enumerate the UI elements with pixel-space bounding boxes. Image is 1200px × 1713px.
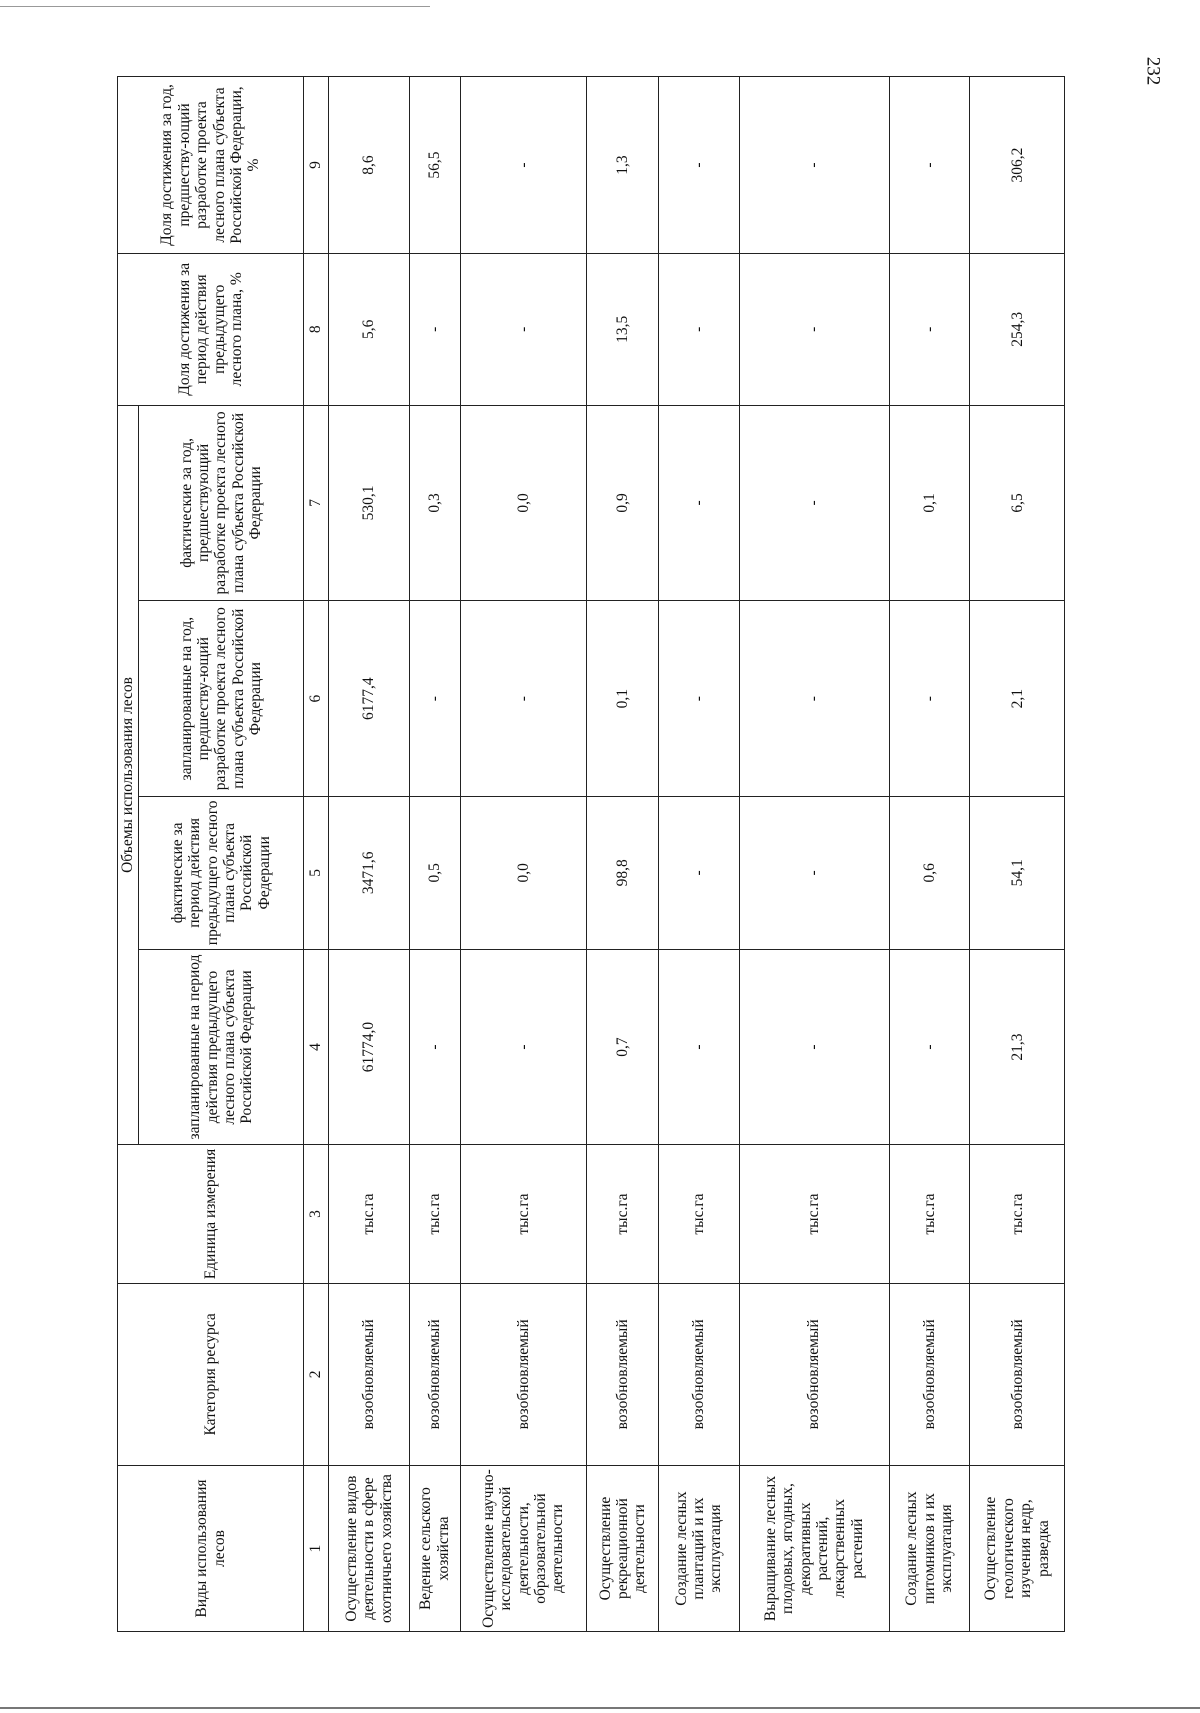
column-number: 4	[304, 949, 329, 1145]
header-actual-year: фактические за год, предшествующий разработке проекта лесного плана субъекта Российской Федерации	[139, 405, 304, 601]
header-resource-category: Категория ресурса	[118, 1283, 304, 1465]
cell-unit: тыс.га	[739, 1145, 889, 1283]
cell-category: возобновляемый	[889, 1283, 970, 1465]
header-unit: Единица измерения	[118, 1145, 304, 1283]
cell-actual-period: 54,1	[970, 797, 1065, 950]
cell-actual-period: 0,5	[409, 797, 460, 950]
cell-planned-period: 61774,0	[329, 949, 410, 1145]
cell-planned-year: 6177,4	[329, 601, 410, 797]
header-share-period: Доля достижения за период действия предыдущего лесного плана, %	[118, 254, 304, 406]
cell-actual-year: 6,5	[970, 405, 1065, 601]
column-number: 1	[304, 1466, 329, 1632]
cell-category: возобновляемый	[329, 1283, 410, 1465]
cell-share-year: -	[460, 77, 587, 254]
cell-share-period: 13,5	[587, 254, 659, 406]
column-number: 3	[304, 1145, 329, 1283]
cell-unit: тыс.га	[658, 1145, 739, 1283]
cell-share-period: -	[460, 254, 587, 406]
cell-use-type: Выращивание лесных плодовых, ягодных, декоративных растений, лекарственных растений	[739, 1466, 889, 1632]
page-number: 232	[1141, 56, 1163, 86]
cell-category: возобновляемый	[460, 1283, 587, 1465]
table-row	[889, 77, 970, 1632]
cell-share-year: 306,2	[970, 77, 1065, 254]
cell-actual-period: 98,8	[587, 797, 659, 950]
cell-share-period: 254,3	[970, 254, 1065, 406]
header-use-type: Виды использования лесов	[118, 1466, 304, 1632]
cell-planned-year: -	[889, 601, 970, 797]
cell-planned-period: 21,3	[970, 949, 1065, 1145]
column-number: 9	[304, 77, 329, 254]
cell-planned-period: -	[889, 949, 970, 1145]
cell-use-type: Осуществление рекреационной деятельности	[587, 1466, 659, 1632]
cell-planned-year: -	[409, 601, 460, 797]
column-numbers-row	[304, 77, 329, 1632]
header-actual-period: фактические за период действия предыдущего лесного плана субъекта Российской Федерации	[139, 797, 304, 950]
cell-actual-period: -	[658, 797, 739, 950]
cell-share-period: 5,6	[329, 254, 410, 406]
cell-share-period: -	[658, 254, 739, 406]
cell-planned-period: -	[739, 949, 889, 1145]
cell-use-type: Осуществление научно-исследовательской деятельности, образовательной деятельности	[460, 1466, 587, 1632]
column-number: 5	[304, 797, 329, 950]
cell-use-type: Ведение сельского хозяйства	[409, 1466, 460, 1632]
column-number: 8	[304, 254, 329, 406]
table-row	[739, 77, 889, 1632]
cell-actual-year: -	[739, 405, 889, 601]
table-row	[409, 77, 460, 1632]
column-number: 2	[304, 1283, 329, 1465]
cell-share-year: 8,6	[329, 77, 410, 254]
cell-planned-period: -	[409, 949, 460, 1145]
cell-category: возобновляемый	[587, 1283, 659, 1465]
cell-unit: тыс.га	[970, 1145, 1065, 1283]
cell-share-year: -	[658, 77, 739, 254]
cell-planned-year: 2,1	[970, 601, 1065, 797]
cell-share-period: -	[409, 254, 460, 406]
table-row	[460, 77, 587, 1632]
cell-category: возобновляемый	[739, 1283, 889, 1465]
cell-share-year: 1,3	[587, 77, 659, 254]
forest-use-table	[117, 76, 1065, 1632]
cell-actual-period: 0,6	[889, 797, 970, 950]
cell-use-type: Осуществление геологического изучения недр, разведка	[970, 1466, 1065, 1632]
header-share-year: Доля достижения за год, предшеству-ющий разработке проекта лесного плана субъекта Российской Федерации, %	[118, 77, 304, 254]
header-volumes-group: Объемы использования лесов	[118, 405, 139, 1145]
cell-share-period: -	[739, 254, 889, 406]
cell-planned-year: 0,1	[587, 601, 659, 797]
cell-use-type: Осуществление видов деятельности в сфере охотничьего хозяйства	[329, 1466, 410, 1632]
column-number: 7	[304, 405, 329, 601]
cell-actual-year: 530,1	[329, 405, 410, 601]
cell-actual-period: 0,0	[460, 797, 587, 950]
cell-unit: тыс.га	[460, 1145, 587, 1283]
cell-actual-year: 0,1	[889, 405, 970, 601]
cell-share-period: -	[889, 254, 970, 406]
header-planned-year: запланированные на год, предшеству-ющий разработке проекта лесного плана субъекта Российской Федерации	[139, 601, 304, 797]
cell-unit: тыс.га	[409, 1145, 460, 1283]
scan-bottom-rule	[0, 1707, 1200, 1709]
header-row-1	[118, 77, 139, 1632]
cell-category: возобновляемый	[970, 1283, 1065, 1465]
header-planned-period: запланированные на период действия предыдущего лесного плана субъекта Российской Федерации	[139, 949, 304, 1145]
cell-planned-year: -	[739, 601, 889, 797]
cell-actual-year: 0,9	[587, 405, 659, 601]
cell-category: возобновляемый	[658, 1283, 739, 1465]
cell-share-year: 56,5	[409, 77, 460, 254]
table-row	[970, 77, 1065, 1632]
table-row	[658, 77, 739, 1632]
cell-use-type: Создание лесных плантаций и их эксплуатация	[658, 1466, 739, 1632]
cell-actual-period: 3471,6	[329, 797, 410, 950]
table-row	[329, 77, 410, 1632]
cell-actual-year: 0,0	[460, 405, 587, 601]
cell-planned-year: -	[658, 601, 739, 797]
cell-planned-year: -	[460, 601, 587, 797]
cell-unit: тыс.га	[587, 1145, 659, 1283]
cell-planned-period: -	[658, 949, 739, 1145]
cell-actual-period: -	[739, 797, 889, 950]
scan-top-rule	[0, 6, 430, 7]
cell-unit: тыс.га	[329, 1145, 410, 1283]
cell-actual-year: 0,3	[409, 405, 460, 601]
table-row	[587, 77, 659, 1632]
cell-category: возобновляемый	[409, 1283, 460, 1465]
column-number: 6	[304, 601, 329, 797]
cell-actual-year: -	[658, 405, 739, 601]
cell-unit: тыс.га	[889, 1145, 970, 1283]
rotated-table-wrapper	[117, 76, 1065, 1632]
cell-share-year: -	[889, 77, 970, 254]
cell-use-type: Создание лесных питомников и их эксплуатация	[889, 1466, 970, 1632]
cell-share-year: -	[739, 77, 889, 254]
cell-planned-period: 0,7	[587, 949, 659, 1145]
cell-planned-period: -	[460, 949, 587, 1145]
